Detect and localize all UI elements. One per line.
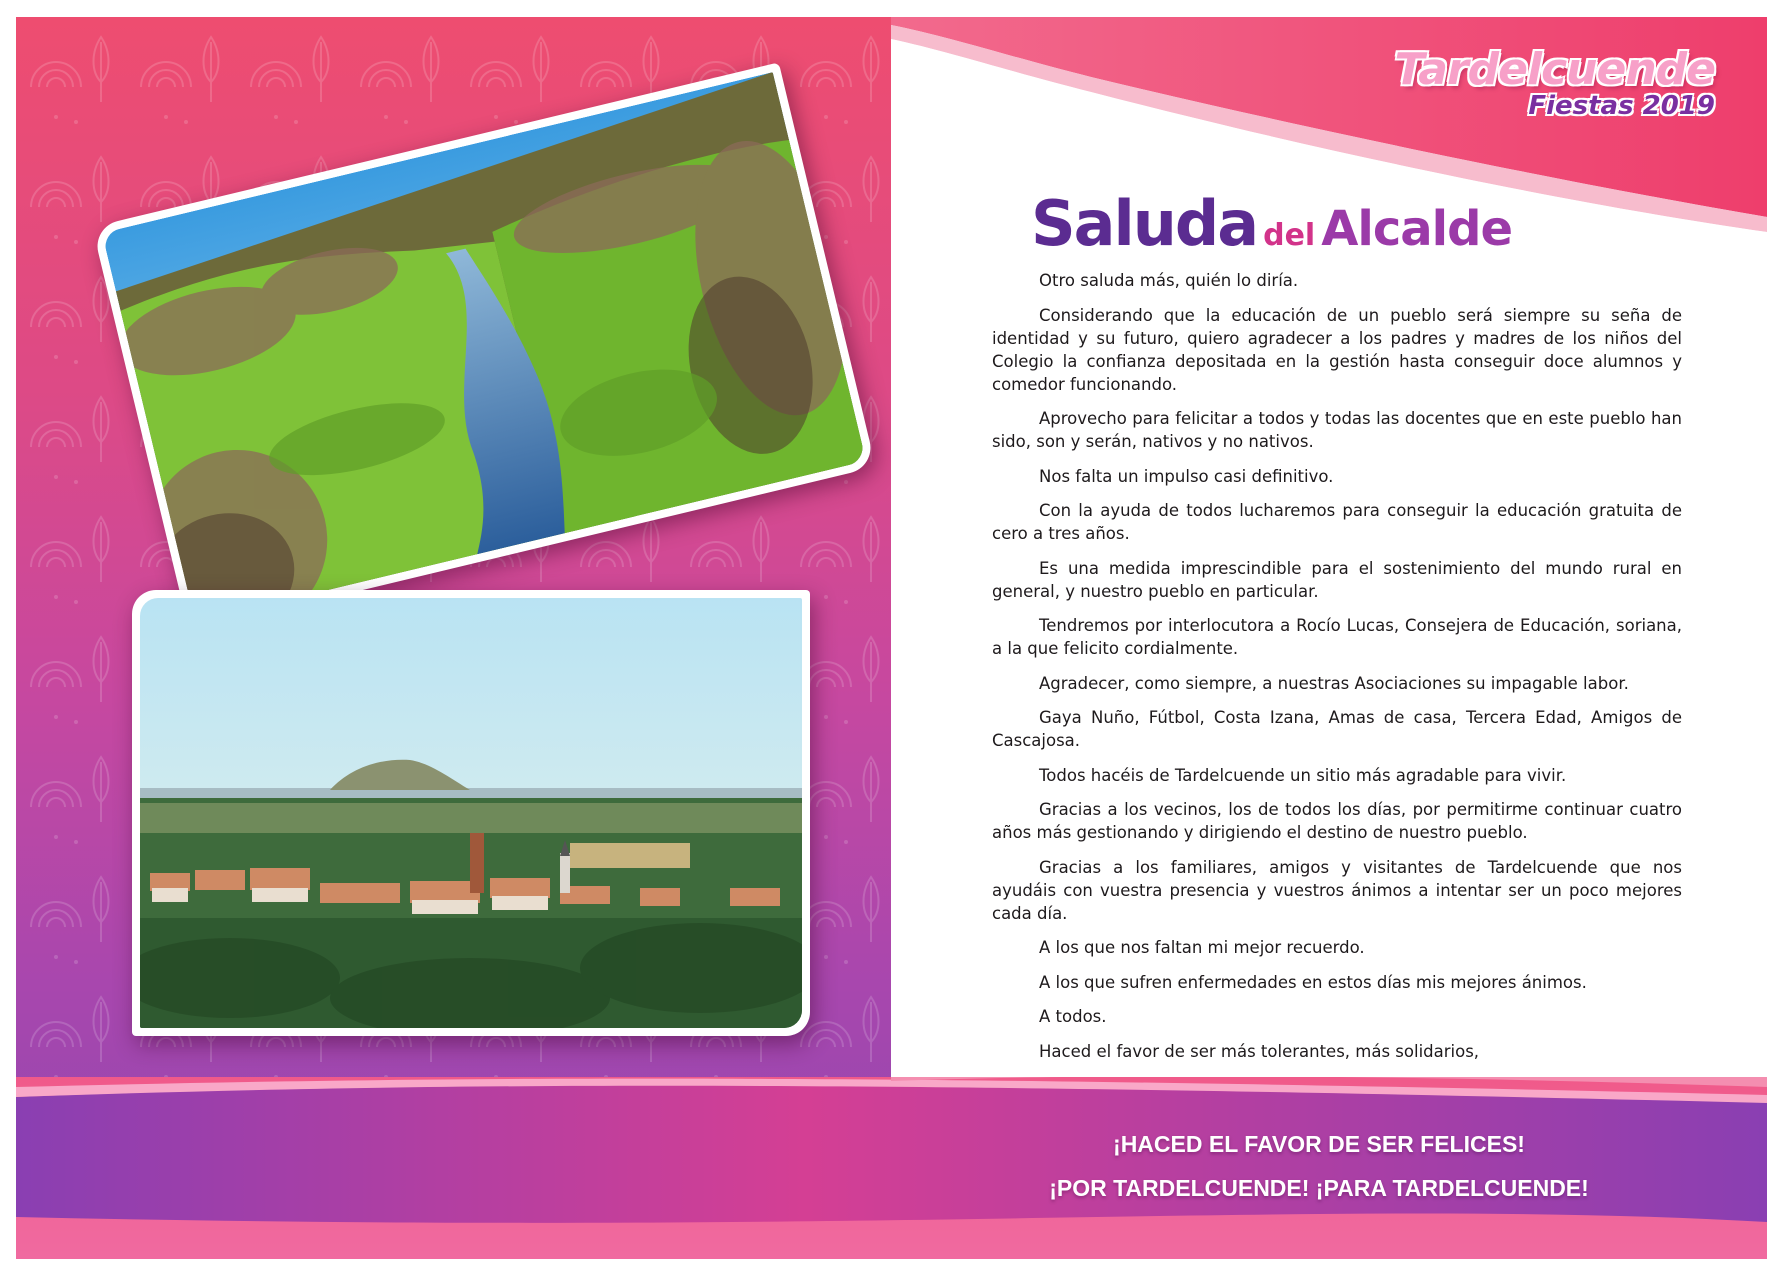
paragraph: Gracias a los familiares, amigos y visitantes de Tardelcuende que nos ayudáis con vuestra presencia y vuestros ánimos a intentar ser un poco mejores cada día.	[992, 857, 1682, 923]
paragraph: Tendremos por interlocutora a Rocío Lucas, Consejera de Educación, soriana, a la que felicito cordialmente.	[992, 616, 1682, 658]
right-page	[891, 17, 1767, 1259]
paragraph: Gracias a los vecinos, los de todos los días, por permitirme continuar cuatro años más gestionando y dirigiendo el destino de nuestro pueblo.	[992, 800, 1682, 842]
paragraph: Otro saluda más, quién lo diría.	[1039, 271, 1299, 290]
paragraph: Agradecer, como siempre, a nuestras Asociaciones su impagable labor.	[1039, 673, 1629, 693]
brand-title: Tardelcuende	[1394, 44, 1715, 95]
left-page	[16, 17, 891, 1259]
paragraph: A todos.	[1039, 1007, 1107, 1026]
brand-subtitle: Fiestas 2019	[1528, 91, 1715, 121]
paragraph: Nos falta un impulso casi definitivo.	[1039, 466, 1334, 486]
article-body	[992, 269, 1682, 1074]
paragraph: A los que sufren enfermedades en estos días mis mejores ánimos.	[1039, 972, 1587, 992]
footer-line-2: ¡POR TARDELCUENDE! ¡PARA TARDELCUENDE!	[1049, 1175, 1589, 1201]
page-title	[1031, 187, 1512, 260]
paragraph: Haced el favor de ser más tolerantes, más solidarios,	[1039, 1041, 1480, 1061]
title-del: del	[1263, 218, 1316, 253]
village-photo	[132, 590, 810, 1036]
magazine-spread	[16, 17, 1767, 1259]
paragraph: Aprovecho para felicitar a todos y todas las docentes que en este pueblo han sido, son y serán, nativos y no nativos.	[992, 409, 1682, 451]
paragraph: Considerando que la educación de un pueblo será siempre su seña de identidad y su futuro, quiero agradecer a los padres y madres de los niños del Colegio la confianza depositada en la gestión hasta conseguir doce alumnos y comedor funcionando.	[992, 305, 1682, 394]
paragraph: Con la ayuda de todos lucharemos para conseguir la educación gratuita de cero a tres años.	[992, 501, 1682, 543]
brand-logo	[1394, 45, 1715, 121]
paragraph: A los que nos faltan mi mejor recuerdo.	[1039, 938, 1365, 957]
title-saluda: Saluda	[1031, 187, 1258, 260]
footer-line-1: ¡HACED EL FAVOR DE SER FELICES!	[1113, 1131, 1525, 1157]
village-image	[140, 598, 802, 1028]
paragraph: Gaya Nuño, Fútbol, Costa Izana, Amas de casa, Tercera Edad, Amigos de Cascajosa.	[992, 708, 1682, 750]
footer-slogan	[891, 1122, 1767, 1210]
paragraph: Es una medida imprescindible para el sostenimiento del mundo rural en general, y nuestro pueblo en particular.	[992, 558, 1682, 601]
title-alcalde: Alcalde	[1321, 201, 1513, 257]
paragraph: Todos hacéis de Tardelcuende un sitio más agradable para vivir.	[1039, 765, 1567, 785]
